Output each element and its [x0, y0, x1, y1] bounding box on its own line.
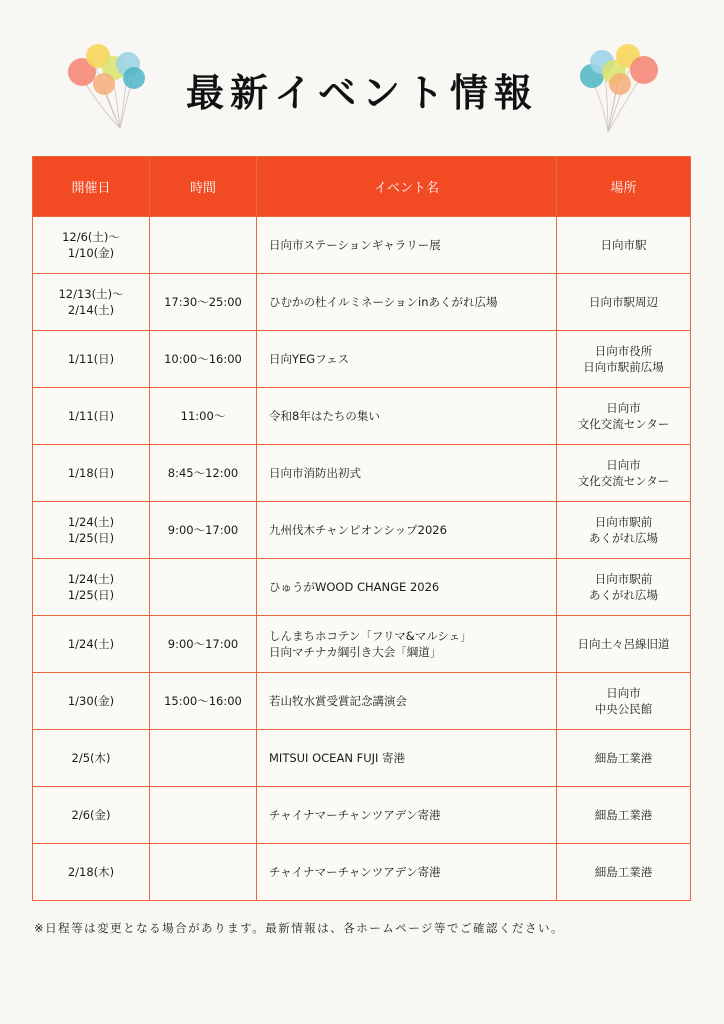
- cell-place: 日向市 文化交流センター: [557, 388, 691, 445]
- table-header-row: [33, 157, 691, 217]
- table-row: [33, 274, 691, 331]
- table-row: [33, 616, 691, 673]
- cell-event-name: ひゅうがWOOD CHANGE 2026: [257, 559, 557, 616]
- page-title: 最新イベント情報: [185, 71, 538, 115]
- events-table: [32, 156, 691, 901]
- cell-event-name: チャイナマーチャンツアデン寄港: [257, 787, 557, 844]
- cell-time: [150, 844, 257, 901]
- cell-date: 1/30(金): [33, 673, 150, 730]
- cell-time: 11:00～: [150, 388, 257, 445]
- cell-place: 日向市駅周辺: [557, 274, 691, 331]
- cell-time: 15:00～16:00: [150, 673, 257, 730]
- cell-date: 2/6(金): [33, 787, 150, 844]
- cell-time: 8:45～12:00: [150, 445, 257, 502]
- cell-date: 1/24(土) 1/25(日): [33, 502, 150, 559]
- cell-event-name: 日向市ステーションギャラリー展: [257, 217, 557, 274]
- cell-time: 9:00～17:00: [150, 502, 257, 559]
- cell-date: 2/5(木): [33, 730, 150, 787]
- cell-place: 細島工業港: [557, 730, 691, 787]
- table-row: [33, 217, 691, 274]
- table-row: [33, 787, 691, 844]
- cell-date: 12/13(土)～ 2/14(土): [33, 274, 150, 331]
- cell-place: 細島工業港: [557, 844, 691, 901]
- cell-event-name: 日向市消防出初式: [257, 445, 557, 502]
- cell-event-name: ひむかの杜イルミネーションinあくがれ広場: [257, 274, 557, 331]
- cell-date: 1/11(日): [33, 331, 150, 388]
- cell-event-name: MITSUI OCEAN FUJI 寄港: [257, 730, 557, 787]
- cell-time: [150, 787, 257, 844]
- cell-event-name: チャイナマーチャンツアデン寄港: [257, 844, 557, 901]
- cell-date: 2/18(木): [33, 844, 150, 901]
- cell-date: 12/6(土)～ 1/10(金): [33, 217, 150, 274]
- cell-event-name: 九州伐木チャンピオンシップ2026: [257, 502, 557, 559]
- cell-date: 1/24(土) 1/25(日): [33, 559, 150, 616]
- table-row: [33, 331, 691, 388]
- cell-event-name: しんまちホコテン「フリマ&マルシェ」 日向マチナカ綱引き大会「綱道」: [257, 616, 557, 673]
- cell-place: 日向市 文化交流センター: [557, 445, 691, 502]
- cell-event-name: 若山牧水賞受賞記念講演会: [257, 673, 557, 730]
- cell-time: [150, 559, 257, 616]
- cell-place: 日向土々呂線旧道: [557, 616, 691, 673]
- header-event-name: イベント名: [257, 157, 557, 217]
- header-place: 場所: [557, 157, 691, 217]
- cell-date: 1/18(日): [33, 445, 150, 502]
- cell-place: 日向市駅前 あくがれ広場: [557, 559, 691, 616]
- table-row: [33, 502, 691, 559]
- cell-place: 日向市役所 日向市駅前広場: [557, 331, 691, 388]
- table-row: [33, 730, 691, 787]
- cell-time: 10:00～16:00: [150, 331, 257, 388]
- cell-event-name: 令和8年はたちの集い: [257, 388, 557, 445]
- header-date: 開催日: [33, 157, 150, 217]
- cell-time: 9:00～17:00: [150, 616, 257, 673]
- header-time: 時間: [150, 157, 257, 217]
- table-row: [33, 673, 691, 730]
- disclaimer-note: ※日程等は変更となる場合があります。最新情報は、各ホームページ等でご確認ください。: [34, 921, 564, 935]
- cell-time: 17:30～25:00: [150, 274, 257, 331]
- cell-date: 1/24(土): [33, 616, 150, 673]
- table-row: [33, 445, 691, 502]
- cell-place: 日向市駅: [557, 217, 691, 274]
- cell-date: 1/11(日): [33, 388, 150, 445]
- table-row: [33, 388, 691, 445]
- cell-place: 日向市駅前 あくがれ広場: [557, 502, 691, 559]
- cell-time: [150, 730, 257, 787]
- cell-place: 細島工業港: [557, 787, 691, 844]
- cell-time: [150, 217, 257, 274]
- table-row: [33, 559, 691, 616]
- cell-place: 日向市 中央公民館: [557, 673, 691, 730]
- table-row: [33, 844, 691, 901]
- cell-event-name: 日向YEGフェス: [257, 331, 557, 388]
